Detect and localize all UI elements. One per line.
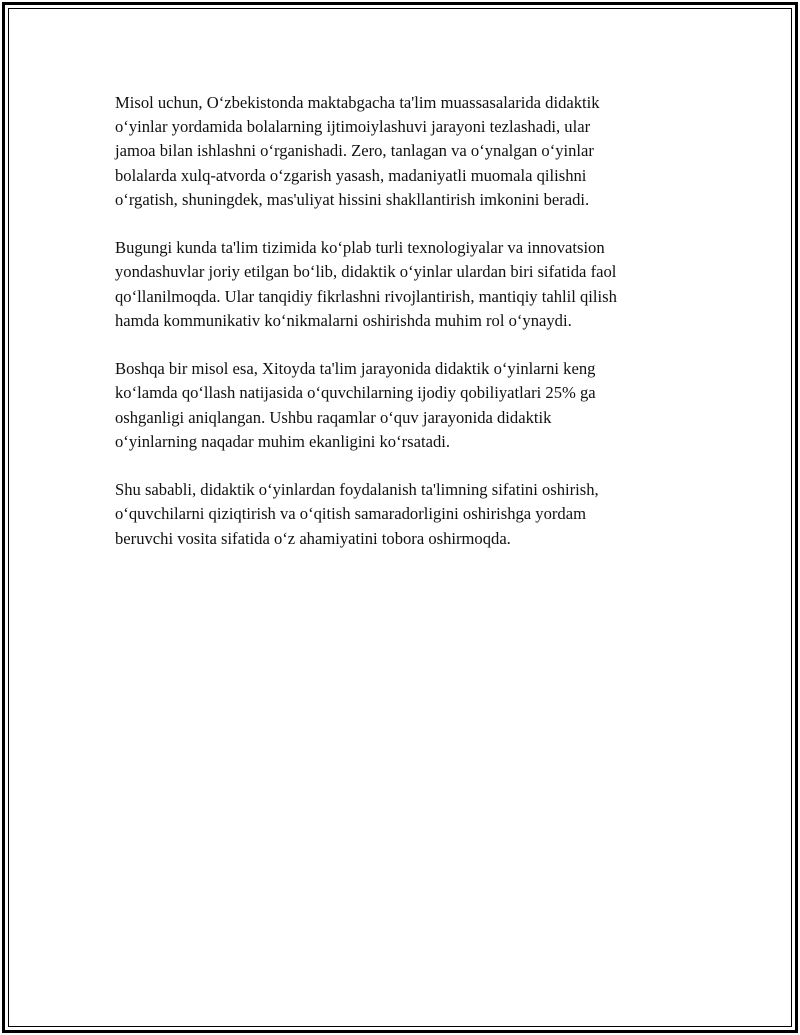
text-line: yondashuvlar joriy etilgan bo‘lib, didaktik o‘yinlar ulardan biri sifatida faol	[115, 262, 617, 282]
text-line: oshganligi aniqlangan. Ushbu raqamlar o‘quv jarayonida didaktik	[115, 407, 552, 427]
text-line: o‘yinlar yordamida bolalarning ijtimoiylashuvi jarayoni tezlashadi, ular	[115, 117, 591, 137]
text-line: jamoa bilan ishlashni o‘rganishadi. Zero, tanlagan va o‘ynalgan o‘yinlar	[115, 141, 594, 161]
text-line: ko‘lamda qo‘llash natijasida o‘quvchilarning ijodiy qobiliyatlari 25% ga	[115, 383, 596, 403]
text-line: hamda kommunikativ ko‘nikmalarni oshirishda muhim rol o‘ynaydi.	[115, 310, 572, 330]
paragraph-2	[115, 236, 675, 333]
paragraph-4	[115, 478, 675, 551]
text-line: Shu sababli, didaktik o‘yinlardan foydalanish ta'limning sifatini oshirish,	[115, 480, 599, 500]
document-body	[115, 91, 675, 575]
text-line: beruvchi vosita sifatida o‘z ahamiyatini tobora oshirmoqda.	[115, 528, 511, 548]
text-line: o‘quvchilarni qiziqtirish va o‘qitish samaradorligini oshirishga yordam	[115, 504, 586, 524]
paragraph-3	[115, 357, 675, 454]
text-line: Misol uchun, O‘zbekistonda maktabgacha ta'lim muassasalarida didaktik	[115, 93, 600, 112]
text-line: Bugungi kunda ta'lim tizimida ko‘plab turli texnologiyalar va innovatsion	[115, 238, 605, 258]
text-line: Boshqa bir misol esa, Xitoyda ta'lim jarayonida didaktik o‘yinlarni keng	[115, 359, 596, 379]
text-line: bolalarda xulq-atvorda o‘zgarish yasash, madaniyatli muomala qilishni	[115, 165, 587, 185]
text-line: qo‘llanilmoqda. Ular tanqidiy fikrlashni rivojlantirish, mantiqiy tahlil qilish	[115, 286, 617, 306]
text-line: o‘rgatish, shuningdek, mas'uliyat hissini shakllantirish imkonini beradi.	[115, 189, 590, 209]
text-line: o‘yinlarning naqadar muhim ekanligini ko‘rsatadi.	[115, 431, 451, 451]
paragraph-1	[115, 91, 675, 212]
